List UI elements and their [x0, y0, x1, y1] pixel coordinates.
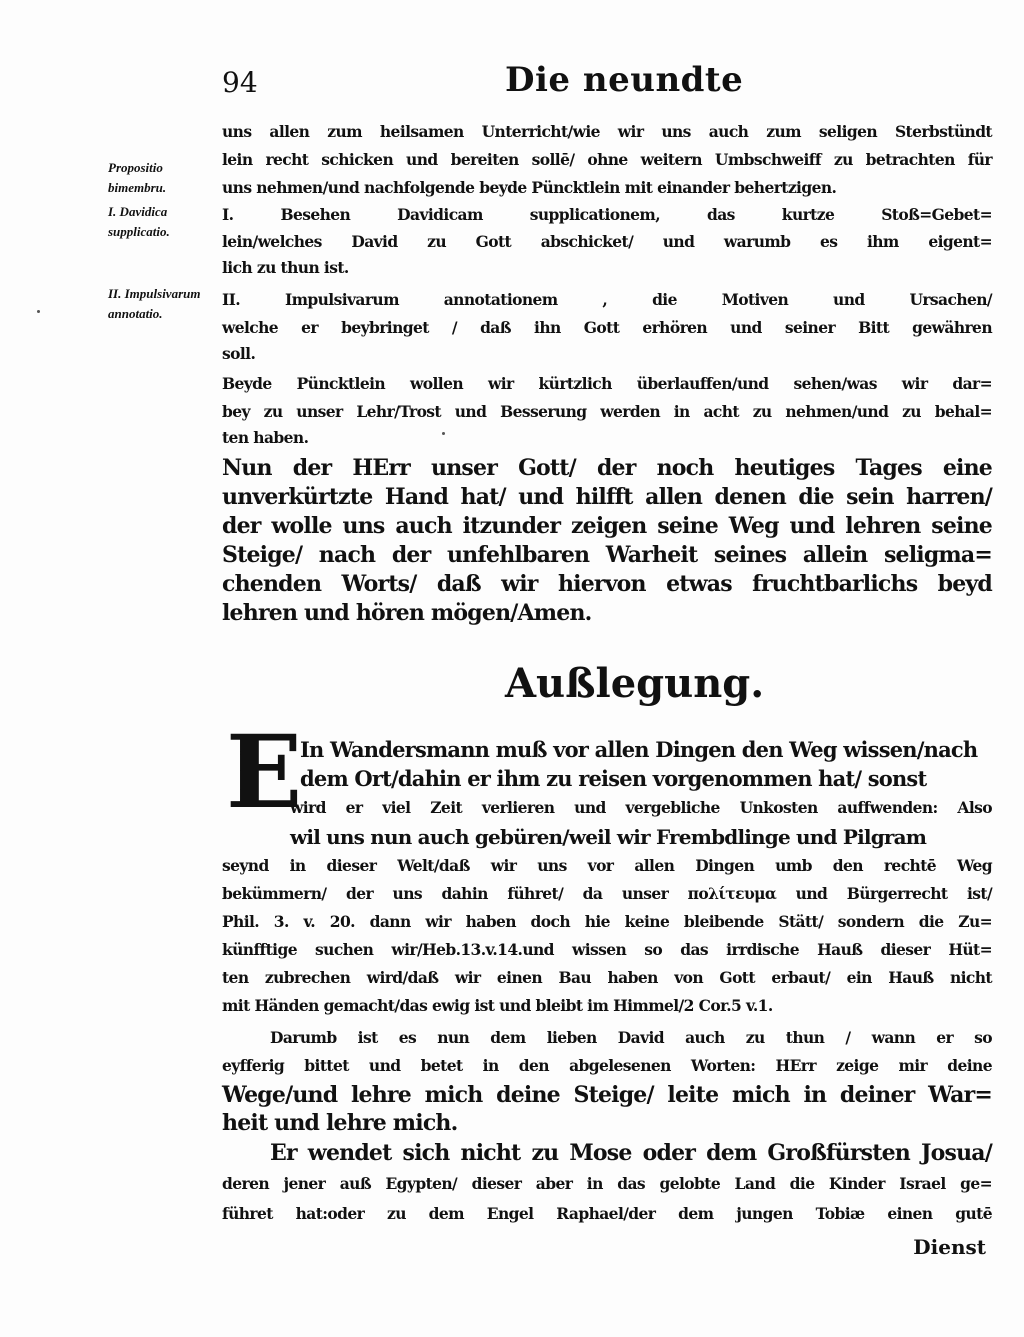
text-line: Wege/und lehre mich deine Steige/ leite mich in deiner War=: [222, 1082, 992, 1108]
text-line: In Wandersmann muß vor allen Dingen den Weg wissen/nach: [300, 737, 978, 762]
text-line: chenden Worts/ daß wir hiervon etwas fruchtbarlichs beyd: [222, 571, 992, 597]
page-number: 94: [222, 66, 258, 99]
text-line: lehren und hören mögen/Amen.: [222, 600, 592, 626]
ink-speck: [37, 310, 40, 313]
text-line: wird er viel Zeit verlieren und vergebliche Unkosten auffwenden: Also: [290, 798, 992, 817]
ink-speck: [442, 432, 445, 435]
section-heading: Außlegung.: [505, 660, 765, 707]
text-line: künfftige suchen wir/Heb.13.v.14.und wissen so das irrdische Hauß dieser Hüt=: [222, 940, 992, 959]
text-line: heit und lehre mich.: [222, 1110, 458, 1136]
margin-note-propositio: Propositio bimembru.: [108, 160, 167, 195]
text-line: Nun der HErr unser Gott/ der noch heutiges Tages eine: [222, 455, 992, 481]
text-line: mit Händen gemacht/das ewig ist und bleibt im Himmel/2 Cor.5 v.1.: [222, 996, 773, 1015]
text-line: lein recht schicken und bereiten sollē/ ohne weitern Umbschweiff zu betrachten für: [222, 150, 992, 169]
text-line: II. Impulsivarum annotationem , die Motiven und Ursachen/: [222, 290, 992, 309]
text-line: lein/welches David zu Gott abschicket/ und warumb es ihm eigent=: [222, 232, 992, 251]
text-line: eyfferig bittet und betet in den abgelesenen Worten: HErr zeige mir deine: [222, 1056, 992, 1075]
text-line: unverkürtzte Hand hat/ und hilfft allen denen die sein harren/: [222, 484, 992, 510]
text-line: welche er beybringet / daß ihn Gott erhören und seiner Bitt gewähren: [222, 318, 992, 337]
text-line: wil uns nun auch gebüren/weil wir Frembdlinge und Pilgram: [290, 825, 927, 849]
text-line: dem Ort/dahin er ihm zu reisen vorgenommen hat/ sonst: [300, 766, 927, 791]
text-line: uns nehmen/und nachfolgende beyde Püncktlein mit einander behertzigen.: [222, 178, 837, 197]
text-line: I. Besehen Davidicam supplicationem, das kurtze Stoß=Gebet=: [222, 205, 992, 224]
text-line: Steige/ nach der unfehlbaren Warheit seines allein seligma=: [222, 542, 992, 568]
text-line: deren jener auß Egypten/ dieser aber in das gelobte Land die Kinder Israel ge=: [222, 1174, 992, 1193]
drop-cap: E: [226, 713, 303, 831]
text-line: bey zu unser Lehr/Trost und Besserung werden in acht zu nehmen/und zu behal=: [222, 402, 992, 421]
text-line: bekümmern/ der uns dahin führet/ da unser πολίτευμα und Bürgerrecht ist/: [222, 884, 992, 903]
text-line: ten zubrechen wird/daß wir einen Bau haben von Gott erbaut/ ein Hauß nicht: [222, 968, 992, 987]
text-line: führet hat:oder zu dem Engel Raphael/der dem jungen Tobiæ einen gutē: [222, 1204, 992, 1223]
text-line: Phil. 3. v. 20. dann wir haben doch hie keine bleibende Stätt/ sondern die Zu=: [222, 912, 992, 931]
catchword: Dienst: [913, 1235, 986, 1259]
margin-note-impulsivarum: II. Impulsivarum annotatio.: [108, 286, 201, 321]
text-line: seynd in dieser Welt/daß wir uns vor allen Dingen umb den rechtē Weg: [222, 856, 992, 875]
running-title: Die neundte: [505, 60, 744, 100]
text-line: uns allen zum heilsamen Unterricht/wie wir uns auch zum seligen Sterbstündt: [222, 122, 992, 141]
margin-note-supplicatio: I. Davidica supplicatio.: [108, 204, 170, 239]
text-line: soll.: [222, 344, 256, 363]
text-line: Er wendet sich nicht zu Mose oder dem Großfürsten Josua/: [270, 1140, 992, 1166]
text-line: der wolle uns auch itzunder zeigen seine Weg und lehren seine: [222, 513, 992, 539]
text-line: Beyde Püncktlein wollen wir kürtzlich überlauffen/und sehen/was wir dar=: [222, 374, 992, 393]
text-line: lich zu thun ist.: [222, 258, 349, 277]
text-line: ten haben.: [222, 428, 309, 447]
text-line: Darumb ist es nun dem lieben David auch zu thun / wann er so: [270, 1028, 992, 1047]
